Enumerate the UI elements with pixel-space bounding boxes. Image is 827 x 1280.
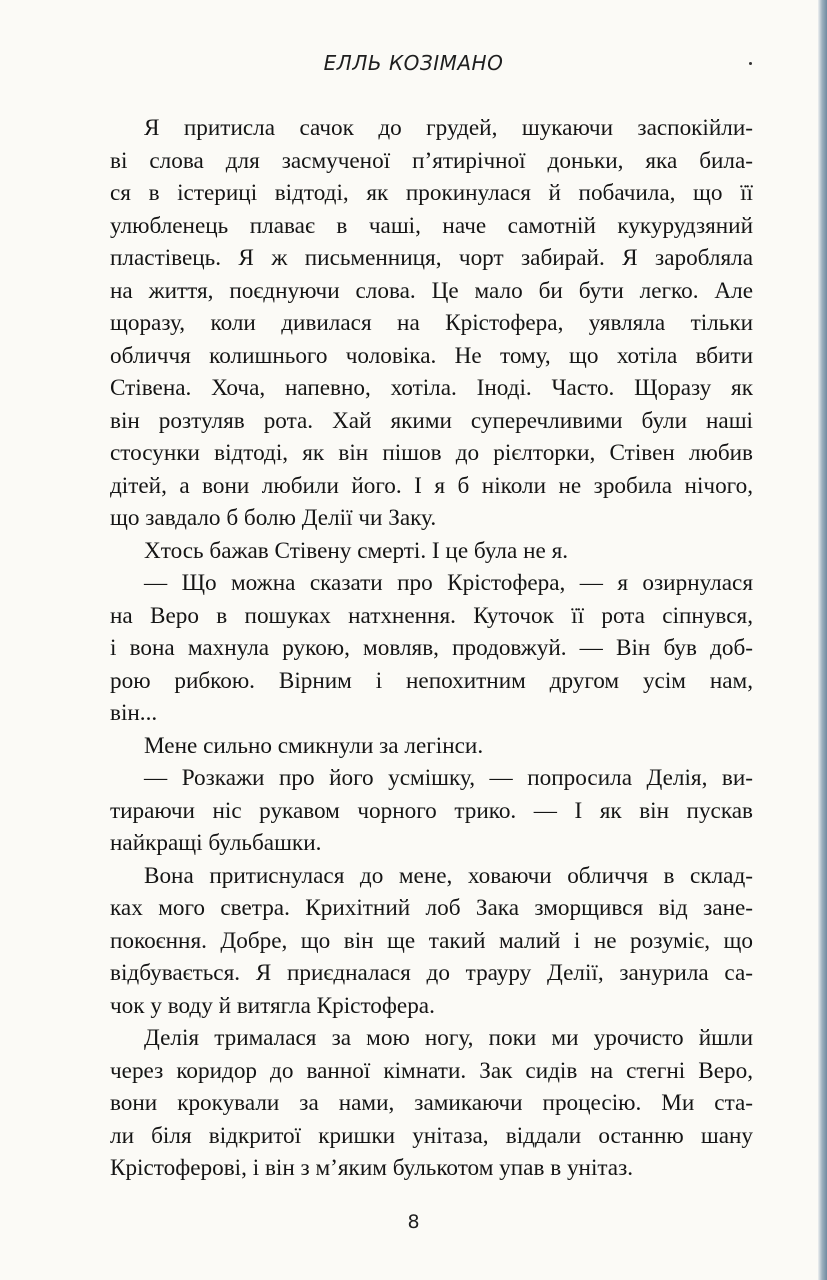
text-line: — Розкажи про його усмішку, — попросила Делія, ви- [144,765,753,791]
text-line: Стівена. Хоча, напевно, хотіла. Іноді. Часто. Щоразу як [110,375,753,401]
text-line: улюбленець плаває в чаші, наче самотній кукурудзяний [110,212,753,239]
text-line: стосунки відтоді, як він пішов до рієлторки, Стівен любив [110,440,753,466]
text-line: — Що можна сказати про Крістофера, — я озирнулася [144,570,753,596]
body-text [110,112,753,1185]
paragraph [110,112,753,535]
page-number: 8 [407,1211,420,1233]
text-line: обличчя колишнього чоловіка. Не тому, що хотіла вбити [110,342,753,369]
text-line: Хтось бажав Стівену смерті. І це була не я. [144,537,569,564]
text-line: що завдало б болю Делії чи Заку. [110,505,437,531]
text-line: рою рибкою. Вірним і непохитним другом усім нам, [110,667,753,694]
text-line: тираючи ніс рукавом чорного трико. — І як він пускав [110,797,753,824]
text-line: дітей, а вони любили його. І я б ніколи не зробила нічого, [110,472,753,499]
text-line: Крістоферові, і він з м’яким булькотом упав в унітаз. [110,1155,634,1181]
paragraph [110,567,753,730]
text-line: чок у воду й витягла Крістофера. [110,992,435,1019]
paragraph [110,860,753,1023]
text-line: через коридор до ванної кімнати. Зак сидів на стегні Веро, [110,1057,753,1084]
paragraph [110,762,753,860]
text-line: Делія трималася за мою ногу, поки ми урочисто йшли [144,1025,753,1051]
book-edge [818,0,827,1280]
text-line: вони крокували за нами, замикаючи процесію. Ми ста- [110,1090,753,1116]
text-line: пластівець. Я ж письменниця, чорт забирай. Я заробляла [110,245,753,271]
text-line: він розтуляв рота. Хай якими суперечливими були наші [110,407,753,434]
text-line: покоєння. Добре, що він ще такий малий і не розуміє, що [110,927,753,954]
text-line: ли біля відкритої кришки унітаза, віддали останню шану [110,1122,753,1149]
text-line: відбувається. Я приєдналася до трауру Делії, занурила са- [110,960,753,986]
text-line: Вона притиснулася до мене, ховаючи обличчя в склад- [144,862,753,889]
text-line: він... [110,700,158,726]
text-line: на Веро в пошуках натхнення. Куточок її рота сіпнувся, [110,602,753,629]
text-line: Мене сильно смикнули за легінси. [144,732,484,759]
text-line: щоразу, коли дивилася на Крістофера, уявляла тільки [110,310,753,336]
text-line: ві слова для засмученої п’ятирічної доньки, яка билa- [110,147,753,174]
text-line: найкращі бульбашки. [110,830,322,856]
running-head: ЕЛЛЬ КОЗІМАНО [323,51,504,75]
text-line: ках мого светра. Крихітний лоб Зака зморщився від зане- [110,895,753,921]
paragraph [110,730,753,763]
text-line: ся в істериці відтоді, як прокинулася й побачила, що її [110,180,753,206]
text-line: на життя, поєднуючи слова. Це мало би бути легко. Але [110,277,753,304]
paragraph [110,535,753,568]
paragraph [110,1022,753,1185]
text-line: і вона махнула рукою, мовляв, продовжуй. — Він був доб- [110,635,753,661]
text-line: Я притисла сачок до грудей, шукаючи заспокійли- [144,115,753,141]
print-speck [749,62,752,65]
